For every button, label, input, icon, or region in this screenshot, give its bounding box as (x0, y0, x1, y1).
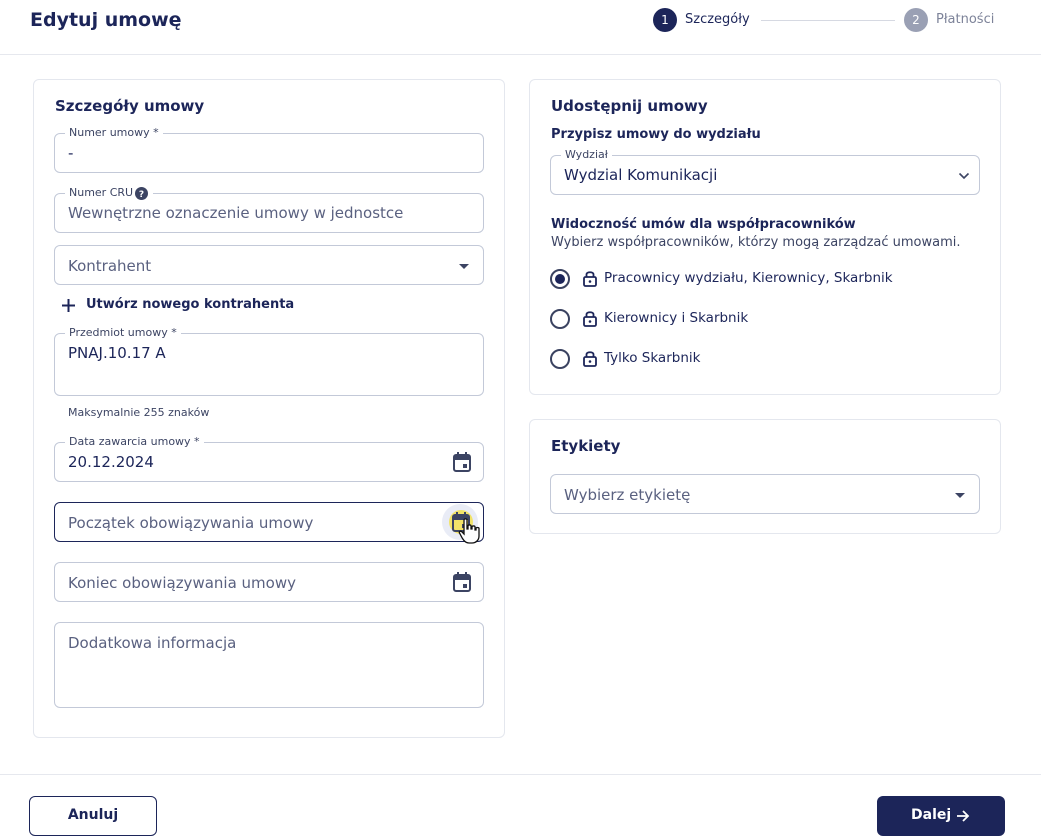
cru-number-field[interactable] (54, 186, 484, 233)
arrow-right-icon (956, 809, 970, 823)
step-2-circle: 2 (904, 8, 928, 32)
additional-info-textarea[interactable] (54, 622, 484, 708)
next-button-label: Dalej (911, 807, 952, 823)
calendar-icon[interactable] (453, 452, 471, 472)
conclusion-date-field[interactable] (54, 435, 484, 482)
start-date-placeholder: Początek obowiązywania umowy (68, 514, 314, 532)
start-date-field[interactable] (54, 502, 484, 542)
step-2-label: Płatności (936, 12, 995, 27)
svg-text:?: ? (138, 190, 145, 200)
tags-placeholder: Wybierz etykietę (564, 486, 691, 504)
subject-value: PNAJ.10.17 A (68, 344, 166, 362)
visibility-option-1-label: Pracownicy wydziału, Kierownicy, Skarbnik (604, 270, 893, 286)
contract-details-card (33, 79, 505, 738)
subject-helper-text: Maksymalnie 255 znaków (68, 406, 210, 419)
lock-icon (583, 350, 597, 367)
step-1-circle: 1 (653, 8, 677, 32)
contract-number-field[interactable] (54, 126, 484, 173)
cancel-button[interactable]: Anuluj (29, 796, 157, 836)
conclusion-date-value: 20.12.2024 (68, 453, 154, 471)
department-value: Wydzial Komunikacji (564, 166, 718, 184)
cru-number-label: Numer CRU (69, 186, 134, 199)
cru-number-label-wrap (65, 185, 153, 201)
department-label: Wydział (561, 147, 612, 163)
visibility-description: Wybierz współpracowników, którzy mogą zarządzać umowami. (551, 235, 961, 250)
lock-icon (583, 310, 597, 327)
contractor-select[interactable] (54, 245, 484, 285)
chevron-down-icon (958, 172, 970, 180)
subject-textarea[interactable] (54, 326, 484, 396)
visibility-option-2-label: Kierownicy i Skarbnik (604, 310, 749, 326)
header (0, 0, 1041, 55)
additional-info-placeholder: Dodatkowa informacja (68, 634, 237, 652)
department-select[interactable] (550, 148, 980, 195)
visibility-option-3-label: Tylko Skarbnik (604, 350, 701, 366)
step-connector (761, 20, 895, 21)
contract-number-value: - (68, 144, 74, 162)
footer (0, 774, 1041, 839)
next-button[interactable] (877, 796, 1005, 836)
dropdown-arrow-icon (458, 263, 470, 270)
contract-details-title: Szczegóły umowy (55, 97, 205, 115)
tags-title: Etykiety (551, 437, 621, 455)
end-date-field[interactable] (54, 562, 484, 602)
dropdown-arrow-icon (954, 492, 966, 499)
create-contractor-button[interactable] (60, 296, 295, 316)
contractor-placeholder: Kontrahent (68, 257, 152, 275)
radio-button-checked[interactable] (550, 269, 570, 289)
calendar-icon[interactable] (453, 572, 471, 592)
visibility-option-2[interactable] (550, 307, 970, 331)
visibility-title: Widoczność umów dla współpracowników (551, 217, 856, 232)
visibility-option-1[interactable] (550, 267, 970, 291)
stepper (653, 8, 1013, 32)
calendar-button-hover[interactable] (442, 504, 478, 540)
subject-label: Przedmiot umowy * (65, 325, 181, 341)
tags-select[interactable] (550, 474, 980, 514)
conclusion-date-label: Data zawarcia umowy * (65, 434, 204, 450)
tags-card (529, 419, 1001, 534)
step-1-label: Szczegóły (685, 12, 750, 27)
assign-department-label: Przypisz umowy do wydziału (551, 127, 761, 142)
share-card (529, 79, 1001, 395)
page-title: Edytuj umowę (30, 9, 182, 31)
contract-number-label: Numer umowy * (65, 125, 163, 141)
hand-pointer-icon (458, 518, 482, 544)
radio-button[interactable] (550, 349, 570, 369)
radio-button[interactable] (550, 309, 570, 329)
create-contractor-label: Utwórz nowego kontrahenta (86, 297, 295, 312)
plus-icon (62, 299, 75, 312)
cru-number-placeholder: Wewnętrzne oznaczenie umowy w jednostce (68, 204, 404, 222)
lock-icon (583, 270, 597, 287)
end-date-placeholder: Koniec obowiązywania umowy (68, 574, 296, 592)
share-title: Udostępnij umowy (551, 97, 708, 115)
help-icon[interactable] (135, 187, 148, 200)
visibility-option-3[interactable] (550, 347, 970, 371)
